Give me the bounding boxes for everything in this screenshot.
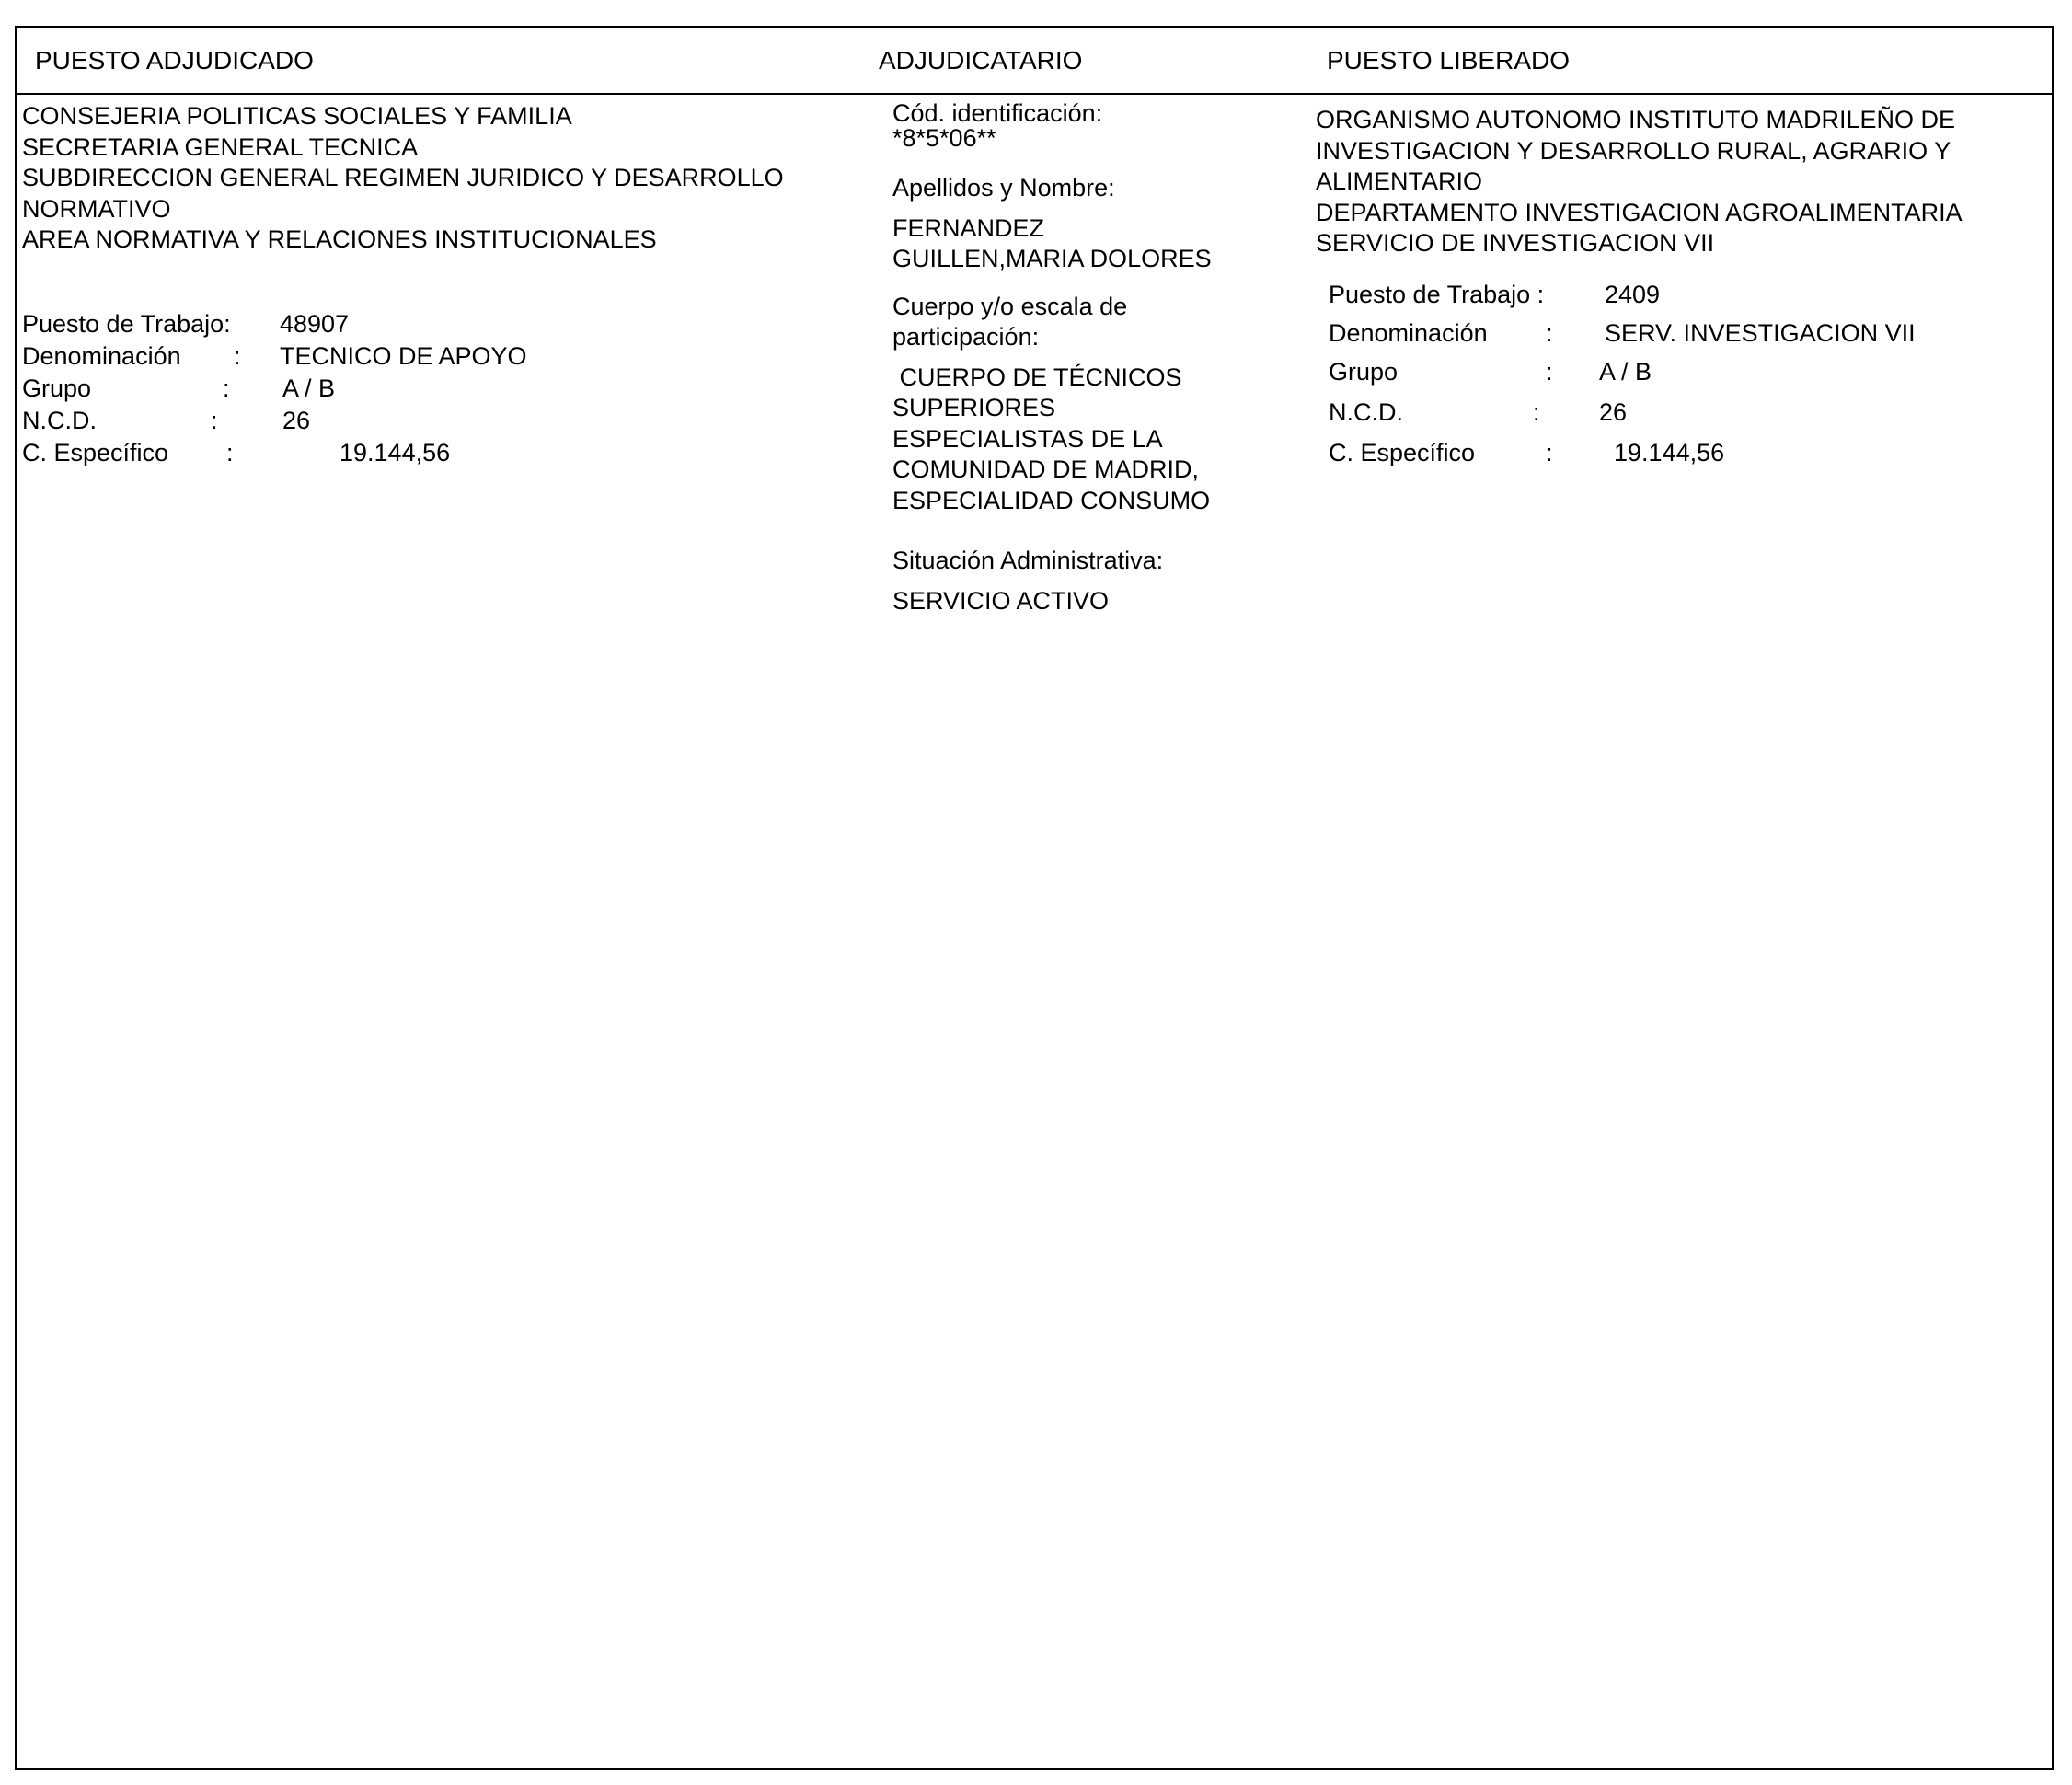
field-colon: :: [1546, 438, 1553, 466]
cod-identificacion-value: *8*5*06**: [892, 124, 996, 152]
liberado-field-especifico: [1329, 438, 1975, 478]
liberado-field-grupo: [1329, 357, 1975, 397]
field-label: Puesto de Trabajo :: [1329, 280, 1545, 308]
field-label: N.C.D.: [22, 406, 97, 434]
field-colon: :: [1546, 318, 1553, 347]
adjudicado-org-line: NORMATIVO: [22, 194, 171, 223]
field-label: Puesto de Trabajo:: [22, 309, 231, 338]
field-value: A / B: [1599, 357, 1652, 386]
field-label: Grupo: [22, 374, 92, 402]
adjudicado-field-grupo: [22, 374, 784, 406]
liberado-org-line: DEPARTAMENTO INVESTIGACION AGROALIMENTARIA: [1316, 198, 1963, 226]
field-label: C. Específico: [22, 438, 169, 466]
field-value: 48907: [280, 309, 350, 338]
liberado-field-ncd: [1329, 397, 1975, 438]
puesto-liberado-column: [1316, 105, 1963, 478]
field-label: C. Específico: [1329, 438, 1476, 466]
field-colon: :: [211, 406, 218, 434]
field-colon: :: [226, 438, 234, 466]
adjudicado-org-line: AREA NORMATIVA Y RELACIONES INSTITUCIONALES: [22, 225, 657, 253]
field-value: A / B: [282, 374, 336, 402]
table-header: [17, 28, 2052, 95]
liberado-org-line: ALIMENTARIO: [1316, 167, 1483, 195]
field-value: 26: [282, 406, 311, 434]
liberado-org-line: ORGANISMO AUTONOMO INSTITUTO MADRILEÑO DE: [1316, 106, 1956, 133]
liberado-fields: [1329, 280, 1975, 478]
field-label: Denominación: [22, 341, 181, 370]
liberado-org-line: INVESTIGACION Y DESARROLLO RURAL, AGRARIO Y: [1316, 136, 1951, 165]
liberado-field-puesto: [1329, 280, 1975, 318]
field-label: Grupo: [1329, 357, 1399, 386]
adjudicado-org-line: SECRETARIA GENERAL TECNICA: [22, 132, 419, 161]
cuerpo-escala-value: ESPECIALIDAD CONSUMO: [892, 486, 1211, 514]
adjudicado-field-denominacion: [22, 341, 784, 374]
situacion-administrativa-label: Situación Administrativa:: [892, 547, 1164, 574]
cuerpo-escala-value: SUPERIORES: [892, 394, 1056, 421]
field-label: Denominación: [1329, 318, 1488, 347]
situacion-administrativa-value: SERVICIO ACTIVO: [892, 586, 1110, 615]
apellidos-nombre-value: FERNANDEZ: [892, 213, 1045, 242]
adjudicatario-column: [892, 101, 1212, 616]
field-colon: :: [223, 374, 230, 402]
adjudicado-org-line: SUBDIRECCION GENERAL REGIMEN JURIDICO Y DESARROLLO: [22, 164, 784, 191]
cuerpo-escala-label: participación:: [892, 323, 1040, 351]
field-colon: :: [1546, 357, 1553, 386]
adjudicado-org-line: CONSEJERIA POLITICAS SOCIALES Y FAMILIA: [22, 102, 572, 130]
field-colon: :: [234, 341, 241, 370]
field-value: SERV. INVESTIGACION VII: [1605, 318, 1916, 347]
cod-identificacion-label: Cód. identificación:: [892, 99, 1103, 127]
cuerpo-escala-value: CUERPO DE TÉCNICOS: [892, 363, 1182, 391]
cuerpo-escala-label: Cuerpo y/o escala de: [892, 292, 1128, 320]
apellidos-nombre-value: GUILLEN,MARIA DOLORES: [892, 245, 1212, 272]
liberado-field-denominacion: [1329, 318, 1975, 357]
field-value: 19.144,56: [1614, 438, 1725, 466]
field-value: 19.144,56: [340, 438, 451, 466]
field-value: 2409: [1605, 280, 1661, 308]
header-adjudicatario: ADJUDICATARIO: [879, 46, 1083, 75]
cuerpo-escala-value: COMUNIDAD DE MADRID,: [892, 455, 1200, 483]
field-colon: :: [1533, 397, 1540, 426]
apellidos-nombre-label: Apellidos y Nombre:: [892, 174, 1115, 202]
cuerpo-escala-value: ESPECIALISTAS DE LA: [892, 424, 1163, 453]
puesto-adjudicado-column: [22, 101, 784, 470]
document-frame: [15, 26, 2054, 1770]
adjudicado-field-especifico: [22, 438, 784, 470]
adjudicado-field-puesto: [22, 309, 784, 341]
header-puesto-liberado: PUESTO LIBERADO: [1327, 46, 1571, 75]
adjudicado-field-ncd: [22, 406, 784, 438]
header-puesto-adjudicado: PUESTO ADJUDICADO: [35, 46, 314, 75]
field-value: TECNICO DE APOYO: [280, 341, 527, 370]
liberado-org-line: SERVICIO DE INVESTIGACION VII: [1316, 229, 1715, 257]
field-value: 26: [1599, 397, 1628, 426]
field-label: N.C.D.: [1329, 397, 1403, 426]
